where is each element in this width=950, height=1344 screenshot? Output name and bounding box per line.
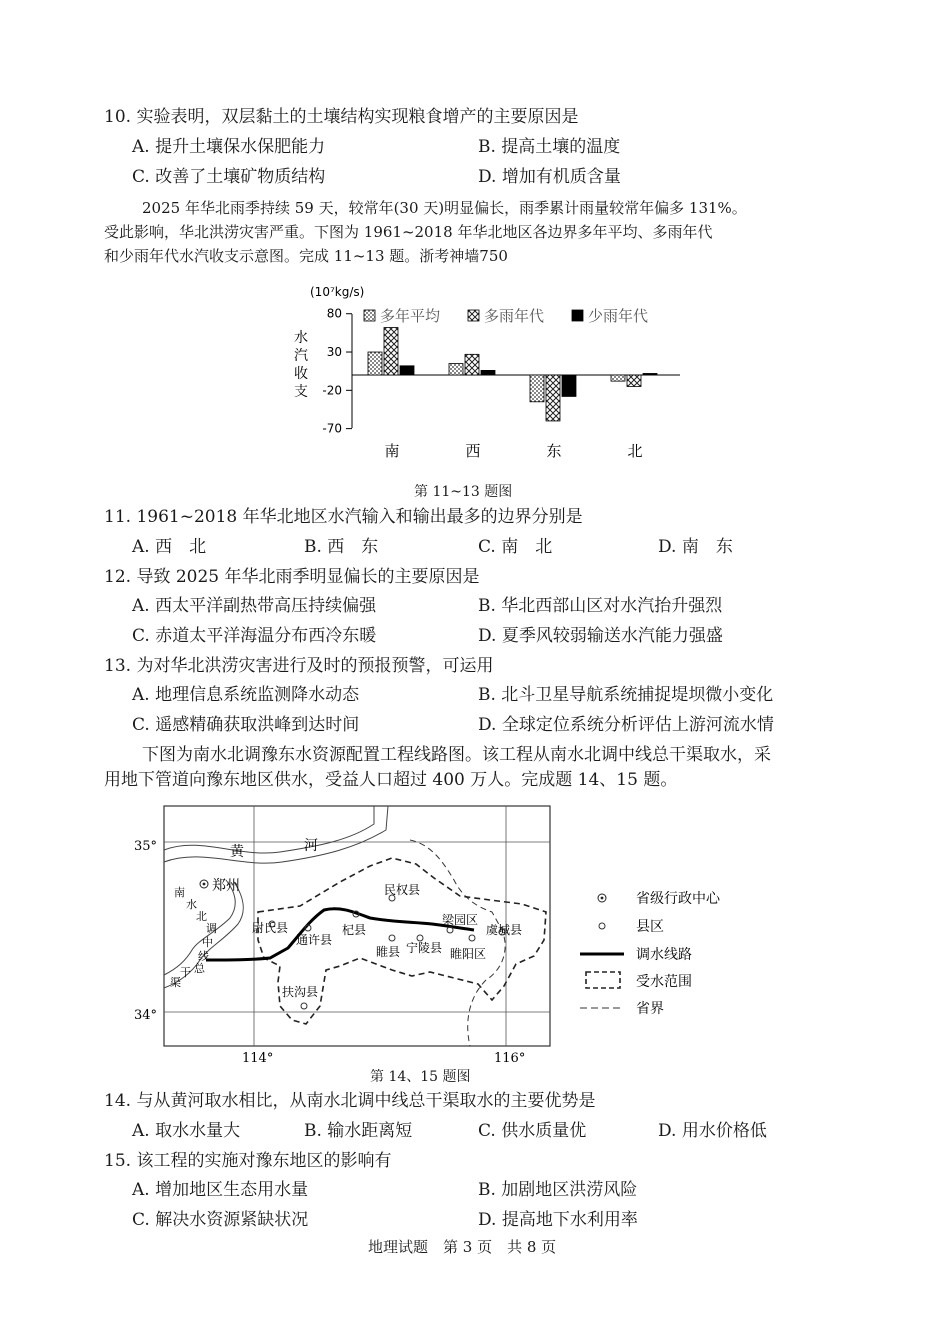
county-label-weishi: 尉氏县 bbox=[252, 921, 289, 935]
legend-label-area: 受水范围 bbox=[636, 974, 692, 990]
passage1-line-2: 受此影响，华北洪涝灾害严重。下图为 1961~2018 年华北地区各边界多年平均、多雨年代 bbox=[104, 223, 713, 241]
q12-stem: 12. 导致 2025 年华北雨季明显偏长的主要原因是 bbox=[104, 567, 480, 587]
county-point-suiyang bbox=[469, 935, 475, 941]
canal-label-char: 线 bbox=[198, 950, 209, 963]
q14-option-b: B. 输水距离短 bbox=[304, 1121, 413, 1141]
capital-label: 郑州 bbox=[212, 878, 240, 894]
canal-label-char: 中 bbox=[202, 936, 213, 949]
county-point-suixian bbox=[389, 935, 395, 941]
q14-option-d: D. 用水价格低 bbox=[658, 1121, 767, 1141]
legend-swatch bbox=[364, 310, 375, 321]
bar-西-少雨年代 bbox=[481, 370, 495, 375]
canal-label-char: 总 bbox=[194, 962, 205, 975]
chart-unit-label: (10⁷kg/s) bbox=[310, 285, 365, 299]
q15-option-a: A. 增加地区生态用水量 bbox=[132, 1180, 309, 1200]
river-char-2: 河 bbox=[304, 838, 318, 854]
bar-东-少雨年代 bbox=[562, 375, 576, 396]
category-label: 东 bbox=[546, 442, 562, 460]
lon-116-label: 116° bbox=[494, 1051, 526, 1066]
map-legend bbox=[580, 890, 721, 1017]
water-diversion-route-map bbox=[130, 800, 730, 1070]
passage1-line-1: 2025 年华北雨季持续 59 天，较常年(30 天)明显偏长，雨季累计雨量较常年偏多 131%。 bbox=[142, 199, 747, 217]
bar-北-多雨年代 bbox=[627, 375, 641, 386]
county-label-tongxu: 通许县 bbox=[296, 933, 333, 947]
q15-option-d: D. 提高地下水利用率 bbox=[478, 1210, 638, 1230]
passage2-line-1: 下图为南水北调豫东水资源配置工程线路图。该工程从南水北调中线总干渠取水，采 bbox=[142, 745, 771, 765]
canal-label-char: 渠 bbox=[170, 976, 181, 989]
y-tick-label: 80 bbox=[326, 306, 342, 321]
q10-option-a: A. 提升土壤保水保肥能力 bbox=[132, 137, 326, 157]
q14-option-c: C. 供水质量优 bbox=[478, 1121, 587, 1141]
q10-option-c: C. 改善了土壤矿物质结构 bbox=[132, 167, 326, 187]
category-label: 南 bbox=[384, 442, 400, 460]
yellow-river-bank-1 bbox=[164, 806, 374, 853]
bar-北-多年平均 bbox=[611, 375, 625, 381]
legend-label-route: 调水线路 bbox=[636, 947, 692, 963]
q12-option-c: C. 赤道太平洋海温分布西冷东暖 bbox=[132, 626, 377, 646]
legend-area-symbol bbox=[586, 972, 620, 988]
q15-option-c: C. 解决水资源紧缺状况 bbox=[132, 1210, 309, 1230]
q13-option-c: C. 遥感精确获取洪峰到达时间 bbox=[132, 715, 360, 735]
page-footer: 地理试题 第 3 页 共 8 页 bbox=[368, 1238, 557, 1256]
legend-county-symbol bbox=[599, 923, 605, 929]
canal-label-char: 水 bbox=[186, 898, 197, 911]
bar-西-多年平均 bbox=[449, 364, 463, 375]
q12-option-a: A. 西太平洋副热带高压持续偏强 bbox=[132, 596, 377, 616]
chart-caption: 第 11~13 题图 bbox=[414, 484, 513, 500]
legend-label: 多年平均 bbox=[380, 307, 441, 325]
zhengzhou-capital-dot bbox=[203, 883, 206, 886]
bar-南-多雨年代 bbox=[384, 328, 398, 375]
y-tick-label: -20 bbox=[322, 383, 342, 398]
county-label-suiyang: 睢阳区 bbox=[450, 947, 487, 961]
q11-option-c: C. 南 北 bbox=[478, 537, 553, 557]
legend-label: 少雨年代 bbox=[588, 307, 649, 325]
bar-西-多雨年代 bbox=[465, 354, 479, 375]
county-label-qixian: 杞县 bbox=[342, 923, 367, 937]
q10-stem: 10. 实验表明，双层黏土的土壤结构实现粮食增产的主要原因是 bbox=[104, 107, 579, 127]
county-label-suixian: 睢县 bbox=[376, 945, 401, 959]
passage2-line-2: 用地下管道向豫东地区供水，受益人口超过 400 万人。完成题 14、15 题。 bbox=[104, 770, 678, 790]
q13-stem: 13. 为对华北洪涝灾害进行及时的预报预警，可运用 bbox=[104, 656, 494, 676]
canal-label-char: 干 bbox=[180, 966, 191, 979]
chart-ylabel-3: 收 bbox=[294, 366, 308, 382]
legend-capital-dot bbox=[601, 897, 604, 900]
canal-label-char: 南 bbox=[174, 886, 185, 899]
q14-option-a: A. 取水水量大 bbox=[132, 1121, 241, 1141]
bar-东-多雨年代 bbox=[546, 375, 560, 421]
bar-南-少雨年代 bbox=[400, 366, 414, 375]
q12-option-d: D. 夏季风较弱输送水汽能力强盛 bbox=[478, 626, 723, 646]
water-vapor-budget-chart bbox=[280, 278, 700, 478]
county-label-yucheng: 虞城县 bbox=[486, 923, 523, 937]
canal-label-char: 调 bbox=[206, 922, 217, 935]
legend-swatch bbox=[468, 310, 479, 321]
lat-34-label: 34° bbox=[134, 1008, 158, 1023]
passage1-line-3: 和少雨年代水汽收支示意图。完成 11~13 题。浙考神墙750 bbox=[104, 247, 508, 265]
bar-北-少雨年代 bbox=[643, 373, 657, 375]
q11-option-b: B. 西 东 bbox=[304, 537, 379, 557]
legend-label-capital: 省级行政中心 bbox=[636, 891, 720, 907]
legend-label-county: 县区 bbox=[636, 919, 664, 935]
county-label-fugou: 扶沟县 bbox=[282, 985, 319, 999]
bar-东-多年平均 bbox=[530, 375, 544, 402]
river-char-1: 黄 bbox=[230, 844, 244, 860]
chart-ylabel-2: 汽 bbox=[294, 348, 308, 364]
county-label-liangyuan: 梁园区 bbox=[442, 913, 479, 927]
q11-option-a: A. 西 北 bbox=[132, 537, 207, 557]
q13-option-b: B. 北斗卫星导航系统捕捉堤坝微小变化 bbox=[478, 685, 774, 705]
bar-南-多年平均 bbox=[368, 352, 382, 375]
q13-option-a: A. 地理信息系统监测降水动态 bbox=[132, 685, 360, 705]
q15-option-b: B. 加剧地区洪涝风险 bbox=[478, 1180, 638, 1200]
legend-label: 多雨年代 bbox=[484, 307, 545, 325]
category-label: 西 bbox=[465, 442, 481, 460]
q14-stem: 14. 与从黄河取水相比，从南水北调中线总干渠取水的主要优势是 bbox=[104, 1091, 596, 1111]
county-label-minquan: 民权县 bbox=[384, 883, 421, 897]
y-tick-label: -70 bbox=[322, 421, 342, 436]
y-tick-label: 30 bbox=[326, 345, 342, 360]
map-caption: 第 14、15 题图 bbox=[370, 1069, 471, 1085]
q11-stem: 11. 1961~2018 年华北地区水汽输入和输出最多的边界分别是 bbox=[104, 507, 583, 527]
q15-stem: 15. 该工程的实施对豫东地区的影响有 bbox=[104, 1151, 392, 1171]
lat-35-label: 35° bbox=[134, 839, 158, 854]
q10-option-d: D. 增加有机质含量 bbox=[478, 167, 621, 187]
canal-label-char: 北 bbox=[196, 910, 207, 923]
chart-ylabel-4: 支 bbox=[294, 384, 308, 400]
q13-option-d: D. 全球定位系统分析评估上游河流水情 bbox=[478, 715, 774, 735]
category-label: 北 bbox=[627, 442, 643, 460]
q11-option-d: D. 南 东 bbox=[658, 537, 733, 557]
legend-swatch bbox=[572, 310, 583, 321]
legend-label-border: 省界 bbox=[636, 1001, 664, 1017]
chart-ylabel-1: 水 bbox=[294, 330, 308, 346]
q10-option-b: B. 提高土壤的温度 bbox=[478, 137, 621, 157]
q12-option-b: B. 华北西部山区对水汽抬升强烈 bbox=[478, 596, 723, 616]
lon-114-label: 114° bbox=[242, 1051, 274, 1066]
county-point-fugou bbox=[301, 1003, 307, 1009]
county-label-ningling: 宁陵县 bbox=[406, 941, 443, 955]
